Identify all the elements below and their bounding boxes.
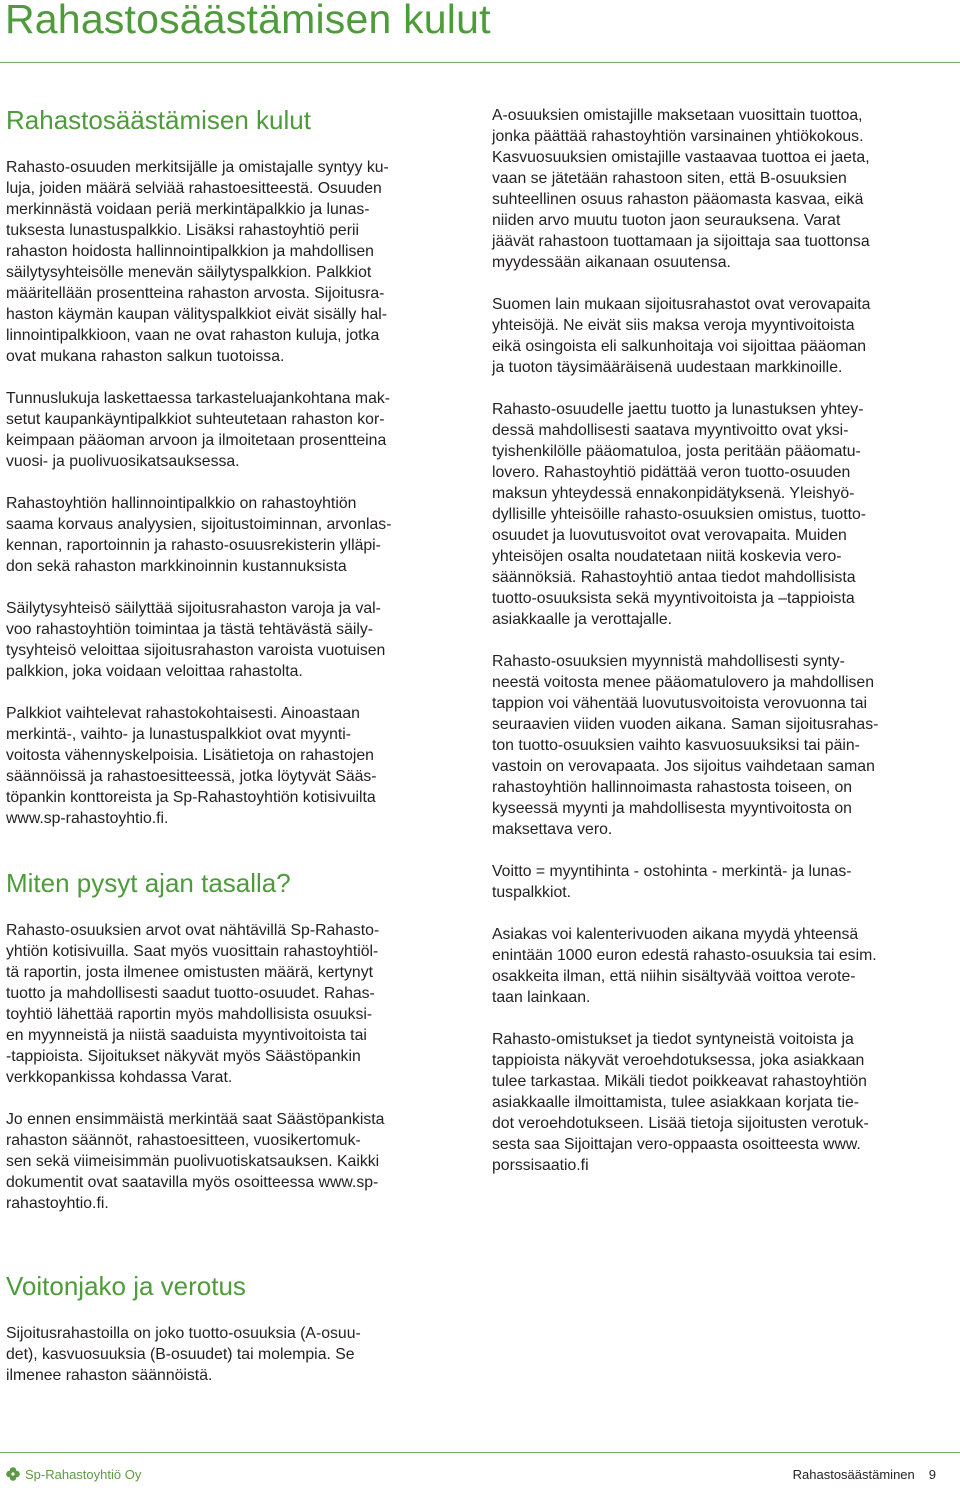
page-title: Rahastosäästämisen kulut	[5, 0, 491, 42]
footer-section-name: Rahastosäästäminen	[792, 1467, 915, 1482]
paragraph: Rahasto-omistukset ja tiedot syntyneistä voitoista ja tappioista näkyvät veroehdotuksessa, joka asiakkaan tulee tarkastaa. Mikäli tiedot poikkeavat rahastoyhtiön asiakkaalle ilmoittamista, tulee asiakkaan korjata tie- dot veroehdotukseen. Lisää tietoja sijoitusten verotuk- sesta saa Sijoittajan vero-oppaasta osoitteesta www. porssisaatio.fi	[492, 1031, 869, 1174]
paragraph: Säilytysyhteisö säilyttää sijoitusrahaston varoja ja val- voo rahastoyhtiön toimintaa ja tästä tehtävästä säily- tysyhteisö veloittaa sijoitusrahaston varoista vuotuisen palkkion, joka voidaan veloittaa rahastolta.	[6, 600, 386, 680]
footer-logo	[5, 1466, 141, 1482]
paragraph: Asiakas voi kalenterivuoden aikana myydä yhteensä enintään 1000 euron edestä rahasto-osuuksia tai esim. osakkeita ilman, että niihin sisältyvää voittoa verote- taan lainkaan.	[492, 926, 877, 1006]
paragraph: Sijoitusrahastoilla on joko tuotto-osuuksia (A-osuu- det), kasvuosuuksia (B-osuudet) tai molempia. Se ilmenee rahaston säännöistä.	[6, 1325, 361, 1384]
section-heading-ajan-tasalla: Miten pysyt ajan tasalla?	[6, 868, 291, 898]
paragraph: Tunnuslukuja laskettaessa tarkasteluajankohtana mak- setut kaupankäyntipalkkiot suhteutetaan rahaston kor- keimpaan pääoman arvoon ja ilmoitetaan prosentteina vuosi- ja puolivuosikatsauksessa.	[6, 390, 391, 470]
paragraph: A-osuuksien omistajille maksetaan vuosittain tuottoa, jonka päättää rahastoyhtiön varsinainen yhtiökokous. Kasvuosuuksien omistajille vastaavaa tuottoa ei jaeta, vaan se jätetään rahastoon siten, että B-osuuksien suhteellinen osuus rahaston pääomasta kasvaa, eikä niiden arvo muutu tuoton jaon seurauksena. Varat jäävät rahastoon tuottamaan ja sijoittaja saa tuottonsa myydessään aikanaan osuutensa.	[492, 107, 870, 271]
section-heading-kulut: Rahastosäästämisen kulut	[6, 105, 311, 135]
paragraph: Voitto = myyntihinta - ostohinta - merkintä- ja lunas- tuspalkkiot.	[492, 863, 852, 901]
paragraph: Rahasto-osuuden merkitsijälle ja omistajalle syntyy ku- luja, joiden määrä selviää rahastoesitteestä. Osuuden merkinnästä voidaan periä merkintäpalkkio ja lunas- tuksesta lunastuspalkkio. Lisäksi rahastoyhtiö perii rahaston hoidosta hallinnointipalkkion ja mahdollisen säilytysyhteisölle menevän säilytyspalkkion. Palkkiot määritellään prosentteina rahaston arvosta. Sijoitusra- haston käymän kaupan välityspalkkiot eivät sisälly hal- linnointipalkkioon, vaan ne ovat rahaston kuluja, jotka ovat mukana rahaston salkun tuotoissa.	[6, 159, 389, 365]
footer-page-info	[793, 1467, 936, 1482]
right-column	[492, 105, 957, 1176]
section-heading-voitonjako: Voitonjako ja verotus	[6, 1271, 246, 1301]
paragraph: Rahastoyhtiön hallinnointipalkkio on rahastoyhtiön saama korvaus analyysien, sijoitustoiminnan, arvonlas- kennan, raportoinnin ja rahasto-osuusrekisterin ylläpi- don sekä rahaston markkinoinnin kustannuksista	[6, 495, 392, 575]
paragraph: Rahasto-osuuksien arvot ovat nähtävillä Sp-Rahasto- yhtiön kotisivuilla. Saat myös vuosittain rahastoyhtiöl- tä raportin, josta ilmenee omistusten määrä, kertynyt tuotto ja mahdollisesti saadut tuotto-osuudet. Rahas- toyhtiö lähettää raportin myös mahdollisista osuuksi- en myynneistä ja niistä saaduista myyntivoitoista tai -tappioista. Sijoitukset näkyvät myös Säästöpankin verkkopankissa kohdassa Varat.	[6, 922, 380, 1086]
footer-company-name: Sp-Rahastoyhtiö Oy	[25, 1466, 142, 1482]
paragraph: Rahasto-osuuksien myynnistä mahdollisesti synty- neestä voitosta menee pääomatulovero ja mahdollisen tappion voi vähentää luovutusvoitoista verovuonna tai seuraavien viiden vuoden aikana. Saman sijoitusrahas- ton tuotto-osuuksien vaihto kasvuosuuksiksi tai päin- vastoin on verovapaata. Jos sijoitus vaihdetaan saman rahastoyhtiön hallinnoimasta rahastosta toiseen, on kyseessä myynti ja mahdollisesta myyntivoitosta on maksettava vero.	[492, 653, 879, 838]
clover-icon	[5, 1466, 21, 1482]
left-column	[6, 104, 474, 1386]
paragraph: Suomen lain mukaan sijoitusrahastot ovat verovapaita yhteisöjä. Ne eivät siis maksa veroja myyntivoitoista eikä osingoista eli salkunhoitaja voi sijoittaa pääoman ja tuoton täysimääräisenä uudestaan markkinoille.	[492, 296, 871, 376]
paragraph: Jo ennen ensimmäistä merkintää saat Säästöpankista rahaston säännöt, rahastoesitteen, vuosikertomuk- sen sekä viimeisimmän puolivuotiskatsauksen. Kaikki dokumentit ovat saatavilla myös osoitteessa www.sp- rahastoyhtio.fi.	[6, 1111, 385, 1212]
bottom-divider	[0, 1452, 960, 1453]
top-divider	[0, 62, 960, 63]
paragraph: Palkkiot vaihtelevat rahastokohtaisesti. Ainoastaan merkintä-, vaihto- ja lunastuspalkkiot ovat myynti- voitosta vähennyskelpoisia. Lisätietoja on rahastojen säännöissä ja rahastoesitteessä, jotka löytyvät Sääs- töpankin konttoreista ja Sp-Rahastoyhtiön kotisivuilta www.sp-rahastoyhtio.fi.	[6, 705, 377, 827]
page-number: 9	[928, 1467, 936, 1482]
paragraph: Rahasto-osuudelle jaettu tuotto ja lunastuksen yhtey- dessä mahdollisesti saatava myyntivoitto ovat yksi- tyishenkilölle pääomatuloa, josta peritään pääomatu- lovero. Rahastoyhtiö pidättää veron tuotto-osuuden maksun yhteydessä ennakonpidätyksenä. Yleishyö- dyllisille yhteisöille rahasto-osuuksien omistus, tuotto- osuudet ja luovutusvoitot ovat verovapaita. Muiden yhteisöjen osalta noudatetaan niitä koskevia vero- säännöksiä. Rahastoyhtiö antaa tiedot mahdollisista tuotto-osuuksista sekä myyntivoitoista ja –tappioista asiakkaalle ja verottajalle.	[492, 401, 867, 628]
